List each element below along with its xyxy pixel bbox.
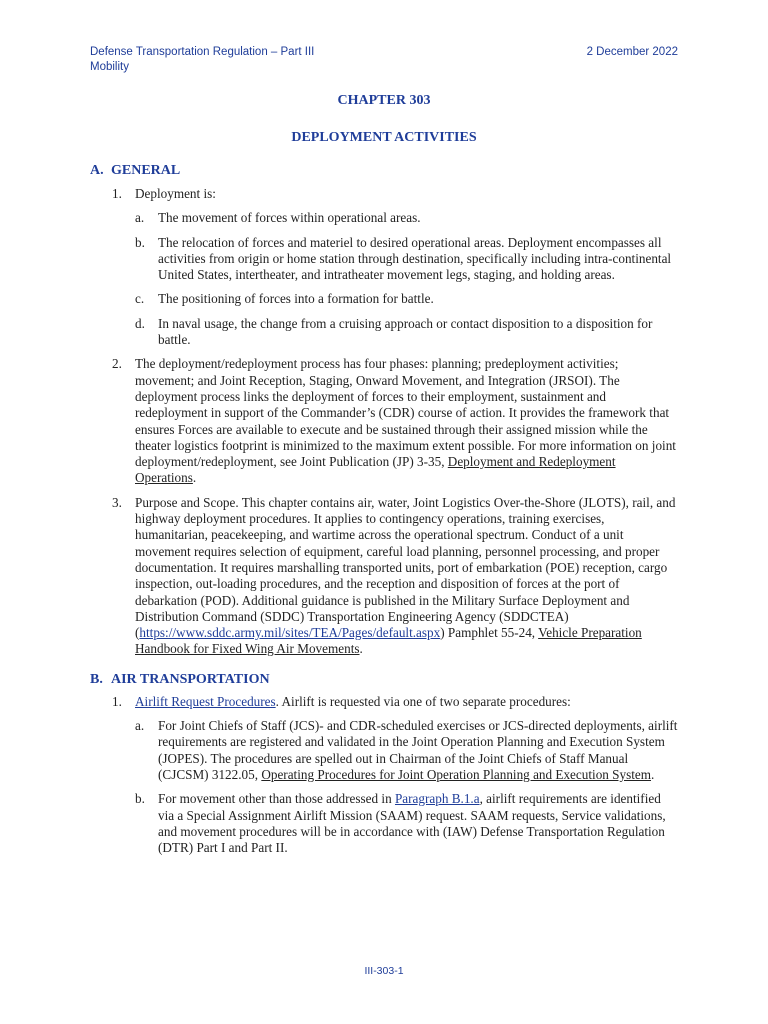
paragraph-end: . [192,470,197,486]
paragraph-text: The deployment/redeployment process has four phases: planning; predeployment activities; movement; and Joint Reception, Staging, Onward Movement, and Integration (JRSOI). The deployment process links the deployment of forces to their employment, sustainment and redeployment in support of the Commander’s (CDR) course of action. It provides the framework that ensures Forces are available to execute and be sustained through their assigned mission while the theater logistics footprint is minimized to the maximum extent possible. For more information on joint deployment/redeployment, see Joint Publication (JP) 3-35, [135,356,676,470]
header-subtitle: Mobility [90,61,129,73]
paragraph-number: 3. [112,494,122,510]
subparagraph-text: The movement of forces within operational areas. [158,210,421,226]
section-label: B. [90,671,103,687]
handbook-link[interactable]: Vehicle Preparation Handbook for Fixed Wing Air Movements [135,625,642,657]
subparagraph-text-block [158,791,678,856]
subparagraph-end: , airlift requirements are identified via a Special Assignment Airlift Mission (SAAM) request. SAAM requests, Service validations, and movement procedures will be in accordance with (IAW) Defense Transportation Regulation (DTR) Part I and Part II. [158,791,666,856]
jopes-procedures-link[interactable]: Operating Procedures for Joint Operation Planning and Execution System [261,766,652,782]
subparagraph-b1b [135,791,678,856]
document-body [90,92,678,856]
running-header [90,45,314,75]
airlift-request-procedures-link[interactable]: Airlift Request Procedures [135,693,276,709]
subparagraph-text: For movement other than those addressed in [158,791,395,807]
chapter-title: DEPLOYMENT ACTIVITIES [291,130,477,145]
subparagraph-a1b [135,235,678,284]
header-title: Defense Transportation Regulation – Part III [90,46,315,58]
paragraph-text-block [135,495,678,658]
paragraph-mid: ) Pamphlet 55-24, [440,625,539,641]
paragraph-b1 [112,694,678,710]
paragraph-text: . Airlift is requested via one of two separate procedures: [275,693,571,709]
section-title: GENERAL [111,163,181,178]
subparagraph-text-block [158,718,678,783]
paragraph-number: 1. [112,186,122,201]
subparagraph-a1d [135,316,678,349]
paragraph-text: Deployment is: [135,186,216,201]
subparagraph-end: . [651,766,655,782]
section-label: A. [90,163,104,178]
page-number: III-303-1 [364,965,404,977]
paragraph-text: Purpose and Scope. This chapter contains air, water, Joint Logistics Over-the-Shore (JLOTS), rail, and highway deployment procedures. It applies to contingency operations, training exercises, humanitarian, peacekeeping, and wartime across the operational spectrum. Conduct of a unit movement requires selection of equipment, careful load planning, personnel processing, and proper documentation. It requires marshalling transported units, port of embarkation (POE) reception, cargo inspection, out-loading procedures, and the reception and disposition of forces at the port of debarkation (POD). Additional guidance is published in the Military Surface Deployment and Distribution Command (SDDC) Transportation Engineering Agency (SDDCTEA) ( [135,494,676,641]
subparagraph-text: In naval usage, the change from a cruising approach or contact disposition to a disposition for battle. [158,315,653,348]
subparagraph-a1a [135,210,678,226]
paragraph-a1 [112,186,678,202]
paragraph-a2 [112,356,678,486]
paragraph-b1a-link[interactable]: Paragraph B.1.a [394,791,480,807]
subparagraph-text: The relocation of forces and materiel to desired operational areas. Deployment encompasses all activities from origin or home station through destination, specifically including intra-continental United States, intertheater, and intratheater movement legs, staging, and holding areas. [158,234,672,283]
subparagraph-letter: b. [135,234,145,250]
paragraph-end: . [359,641,363,657]
subparagraph-text: The positioning of forces into a formation for battle. [158,291,434,307]
section-title: AIR TRANSPORTATION [111,671,270,687]
subparagraph-letter: b. [135,791,145,807]
subparagraph-text: For Joint Chiefs of Staff (JCS)- and CDR-scheduled exercises or JCS-directed deployments, airlift requirements are registered and validated in the Joint Operation Planning and Execution System (JOPES). The procedures are spelled out in Chairman of the Joint Chiefs of Staff Manual (CJCSM) 3122.05, [158,718,678,782]
section-heading-air-transportation [90,671,678,689]
chapter-number: CHAPTER 303 [337,93,431,108]
publication-link[interactable]: Deployment and Redeployment Operations [135,454,616,486]
subparagraph-letter: d. [135,315,145,331]
subparagraph-letter: a. [135,210,145,226]
paragraph-text-block [135,356,678,486]
section-heading-general [90,162,678,180]
subparagraph-b1a [135,718,678,783]
subparagraph-letter: a. [135,718,145,734]
paragraph-number: 2. [112,356,122,372]
subparagraph-a1c [135,291,678,307]
sddc-url-link[interactable]: https://www.sddc.army.mil/sites/TEA/Pages/default.aspx [139,625,441,641]
header-date: 2 December 2022 [586,46,678,58]
subparagraph-letter: c. [135,291,145,307]
paragraph-text-block [135,694,678,710]
paragraph-number: 1. [112,693,122,709]
paragraph-a3 [112,495,678,658]
